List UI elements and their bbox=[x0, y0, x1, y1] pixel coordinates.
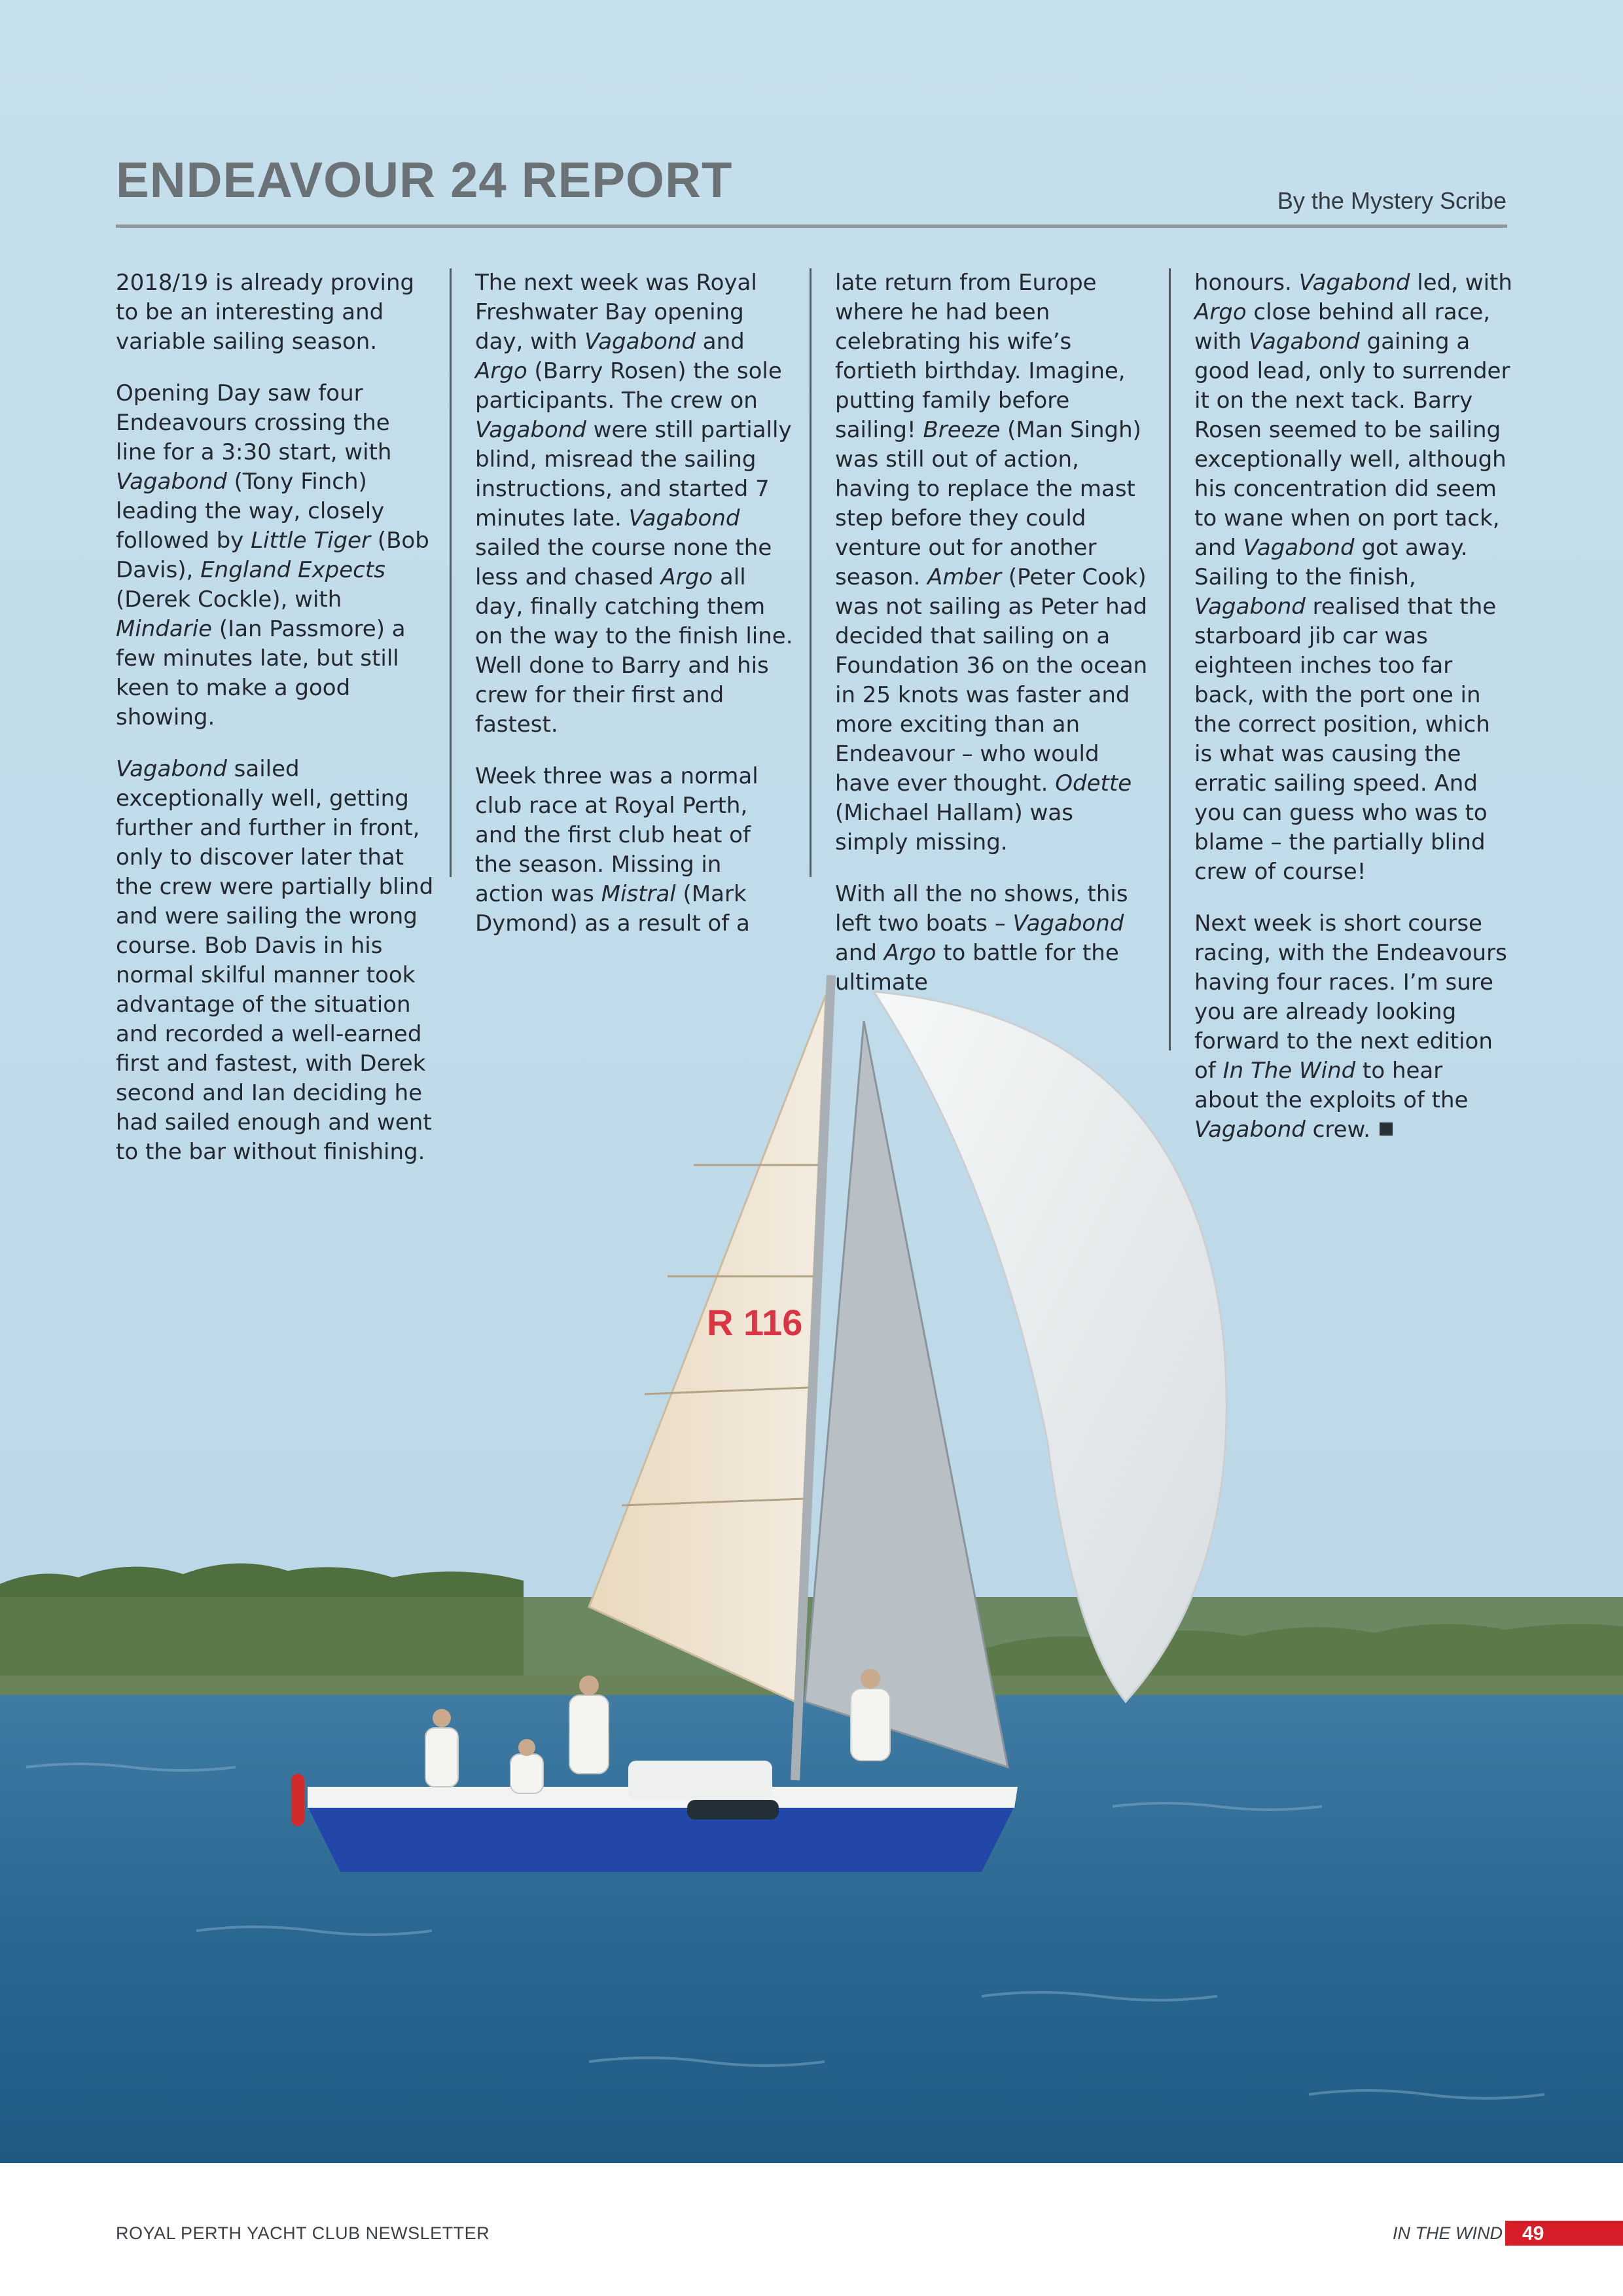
text-run: Opening Day saw four Endeavours crossing the line for a 3:30 start, with bbox=[116, 380, 392, 465]
boat-name: Vagabond bbox=[1243, 535, 1355, 561]
text-run: honours. bbox=[1194, 270, 1299, 296]
text-run: realised that the starboard jib car was eighteen inches too far back, with the port one in the correct position, which is what was causing the erratic sailing speed. And you can guess who was to blame – the partially blind crew of course! bbox=[1194, 594, 1497, 885]
title-rule bbox=[116, 224, 1507, 228]
column-divider bbox=[450, 268, 452, 877]
article-column-3 bbox=[835, 268, 1153, 1020]
text-run: With all the no shows, this left two boats – bbox=[835, 881, 1128, 937]
article-paragraph bbox=[475, 762, 793, 939]
article-paragraph bbox=[116, 268, 434, 357]
text-run: (Tony Finch) leading the way, closely followed by bbox=[116, 469, 385, 554]
article-paragraph bbox=[1194, 909, 1512, 1145]
article-column-1 bbox=[116, 268, 434, 1189]
boat-name: Amber bbox=[927, 564, 1002, 590]
text-run: Next week is short course racing, with the Endeavours having four races. I’m sure you are already looking forward to the next edition of bbox=[1194, 910, 1507, 1084]
text-run: were still partially blind, misread the sailing instructions, and started 7 minutes late. bbox=[475, 417, 792, 531]
text-run: (Peter Cook) was not sailing as Peter had decided that sailing on a Foundation 36 on the ocean in 25 knots was faster and more exciting than an Endeavour – who would have ever thought. bbox=[835, 564, 1148, 797]
text-run: (Ian Passmore) a few minutes late, but still keen to make a good showing. bbox=[116, 616, 406, 730]
text-run: 2018/19 is already proving to be an interesting and variable sailing season. bbox=[116, 270, 415, 355]
boat-name: Argo bbox=[660, 564, 713, 590]
boat-name: Argo bbox=[883, 940, 936, 966]
boat-name: Mindarie bbox=[116, 616, 213, 642]
text-run: sailed exceptionally well, getting further and further in front, only to discover later that the crew were partially blind and were sailing the wrong course. Bob Davis in his normal skilful manner took advantage of the situation and recorded a well-earned first and fastest, with Derek second and Ian deciding he had sailed enough and went to the bar without finishing. bbox=[116, 756, 434, 1165]
article-paragraph bbox=[475, 268, 793, 740]
text-run: (Michael Hallam) was simply missing. bbox=[835, 800, 1073, 855]
end-of-article-mark bbox=[1380, 1122, 1393, 1136]
text-run: all day, finally catching them on the way to the finish line. Well done to Barry and his crew for their first and fastest. bbox=[475, 564, 793, 738]
text-run: to hear about the exploits of the bbox=[1194, 1058, 1469, 1113]
article-paragraph bbox=[116, 755, 434, 1167]
boat-name: Argo bbox=[475, 358, 527, 384]
article-paragraph bbox=[116, 379, 434, 732]
text-run: to battle for the ultimate bbox=[835, 940, 1119, 996]
article-title: ENDEAVOUR 24 REPORT bbox=[116, 152, 733, 208]
text-run: late return from Europe where he had been celebrating his wife’s fortieth birthday. Imagine, putting family before sailing! bbox=[835, 270, 1126, 443]
text-run: and bbox=[835, 940, 884, 966]
boat-name: Vagabond bbox=[1194, 1117, 1306, 1143]
article-column-4 bbox=[1194, 268, 1512, 1167]
text-run: (Mark Dymond) as a result of a bbox=[475, 881, 750, 937]
article-paragraph bbox=[1194, 268, 1512, 887]
text-run: gaining a good lead, only to surrender it on the next tack. Barry Rosen seemed to be sailing exceptionally well, although his concentration did seem to wane when on port tack, and bbox=[1194, 329, 1510, 561]
boat-name: Mistral bbox=[601, 881, 676, 907]
column-divider bbox=[1169, 268, 1171, 1050]
article-paragraph bbox=[835, 880, 1153, 997]
sail-number: R 116 bbox=[707, 1302, 803, 1343]
footer-newsletter: ROYAL PERTH YACHT CLUB NEWSLETTER bbox=[116, 2223, 490, 2243]
boat-name: In The Wind bbox=[1222, 1058, 1356, 1084]
column-divider bbox=[810, 268, 812, 877]
text-run: led, with bbox=[1410, 270, 1512, 296]
text-run: sailed the course none the less and chased bbox=[475, 535, 772, 590]
article-column-2 bbox=[475, 268, 793, 961]
boat-name: Odette bbox=[1055, 770, 1132, 797]
boat-name: Vagabond bbox=[584, 329, 696, 355]
text-run: (Barry Rosen) the sole participants. The crew on bbox=[475, 358, 782, 414]
boat-name: England Expects bbox=[200, 557, 385, 583]
boat-name: Vagabond bbox=[116, 469, 227, 495]
boat-name: Vagabond bbox=[475, 417, 586, 443]
boat-name: Vagabond bbox=[628, 505, 740, 531]
text-run: (Man Singh) was still out of action, having to replace the mast step before they could venture out for another season. bbox=[835, 417, 1141, 590]
text-run: (Derek Cockle), with bbox=[116, 586, 342, 613]
boat-name: Vagabond bbox=[1194, 594, 1306, 620]
page-number: 49 bbox=[1522, 2223, 1544, 2244]
boat-name: Vagabond bbox=[1012, 910, 1124, 937]
boat-name: Vagabond bbox=[116, 756, 227, 782]
boat-name: Argo bbox=[1194, 299, 1247, 325]
text-run: got away. Sailing to the finish, bbox=[1194, 535, 1468, 590]
footer-publication: IN THE WIND bbox=[1393, 2223, 1503, 2243]
text-run: and bbox=[695, 329, 745, 355]
text-run: Week three was a normal club race at Royal Perth, and the first club heat of the season. Missing in action was bbox=[475, 763, 758, 907]
boat-name: Vagabond bbox=[1248, 329, 1360, 355]
boat-name: Breeze bbox=[923, 417, 1001, 443]
text-run: (Bob Davis), bbox=[116, 528, 429, 583]
boat-name: Little Tiger bbox=[251, 528, 371, 554]
text-run: close behind all race, with bbox=[1194, 299, 1491, 355]
article-paragraph bbox=[835, 268, 1153, 857]
text-run: crew. bbox=[1305, 1117, 1371, 1143]
text-run: The next week was Royal Freshwater Bay opening day, with bbox=[475, 270, 757, 355]
boat-name: Vagabond bbox=[1298, 270, 1410, 296]
byline: By the Mystery Scribe bbox=[1277, 187, 1507, 214]
